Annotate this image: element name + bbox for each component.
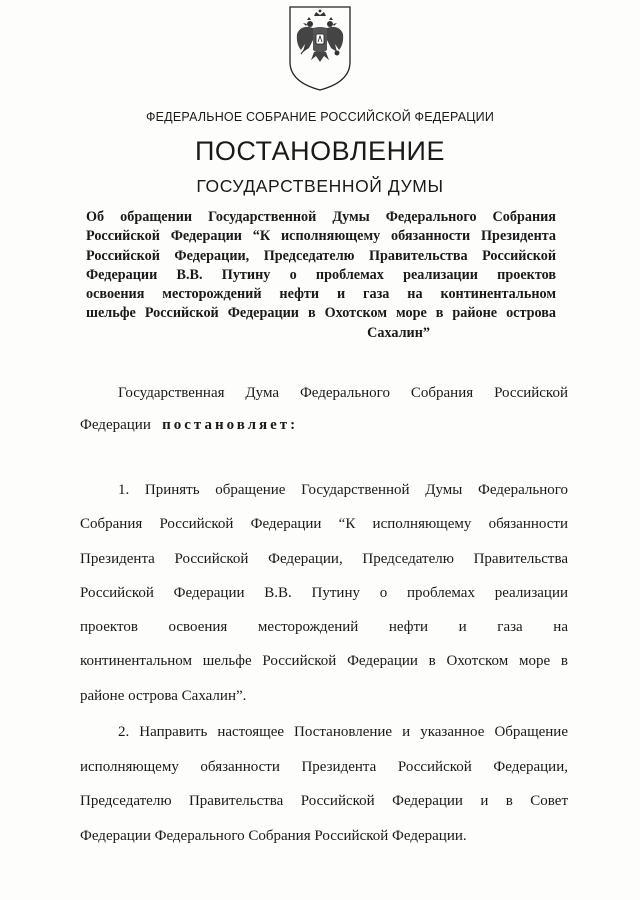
subject-line: Сахалин” — [367, 324, 430, 341]
paragraph-line: Государственная Дума Федерального Собрания Российской — [118, 385, 568, 401]
paragraph-line: Российской Федерации В.В. Путину о проблемах реализации — [80, 584, 568, 601]
paragraph-line: районе острова Сахалин”. — [80, 687, 247, 704]
subject-line: Российской Федерации “К исполняющему обязанности Президента — [86, 228, 556, 245]
paragraph-line: Федерации Федерального Собрания Российской Федерации. — [80, 827, 467, 844]
document-subject — [86, 208, 556, 343]
double-headed-eagle-emblem-icon — [287, 4, 353, 92]
paragraph-line: Президента Российской Федерации, Председателю Правительства — [80, 550, 568, 567]
paragraph-line: 1. Принять обращение Государственной Думы Федерального — [118, 482, 568, 498]
paragraph-line: Председателю Правительства Российской Федерации и в Совет — [80, 793, 568, 809]
paragraph-line: континентальном шельфе Российской Федерации в Охотском море в — [80, 653, 568, 670]
subject-line: Российской Федерации, Председателю Правительства Российской — [86, 247, 556, 264]
resolution-verb: постановляет: — [162, 417, 299, 433]
paragraph-line: исполняющему обязанности Президента Российской Федерации, — [80, 758, 568, 775]
paragraph-line: 2. Направить настоящее Постановление и указанное Обращение — [118, 724, 568, 740]
document-type-title: ПОСТАНОВЛЕНИЕ — [195, 136, 445, 166]
item-2-paragraph — [80, 724, 568, 862]
subject-line: Федерации В.В. Путину о проблемах реализации проектов — [86, 266, 556, 283]
item-1-paragraph — [80, 482, 568, 722]
subject-line: освоения месторождений нефти и газа на континентальном — [86, 286, 556, 303]
paragraph-line: Собрания Российской Федерации “К исполняющему обязанности — [80, 516, 568, 533]
organization-header: ФЕДЕРАЛЬНОЕ СОБРАНИЕ РОССИЙСКОЙ ФЕДЕРАЦИИ — [145, 110, 495, 124]
paragraph-line — [80, 417, 568, 437]
subject-line: Об обращении Государственной Думы Федерального Собрания — [86, 209, 556, 225]
document-issuer: ГОСУДАРСТВЕННОЙ ДУМЫ — [196, 176, 444, 196]
subject-line: шельфе Российской Федерации в Охотском море в районе острова — [86, 305, 556, 322]
intro-prefix: Федерации — [80, 417, 151, 433]
paragraph-line: проектов освоения месторождений нефти и газа на — [80, 619, 568, 636]
intro-paragraph — [80, 385, 568, 449]
